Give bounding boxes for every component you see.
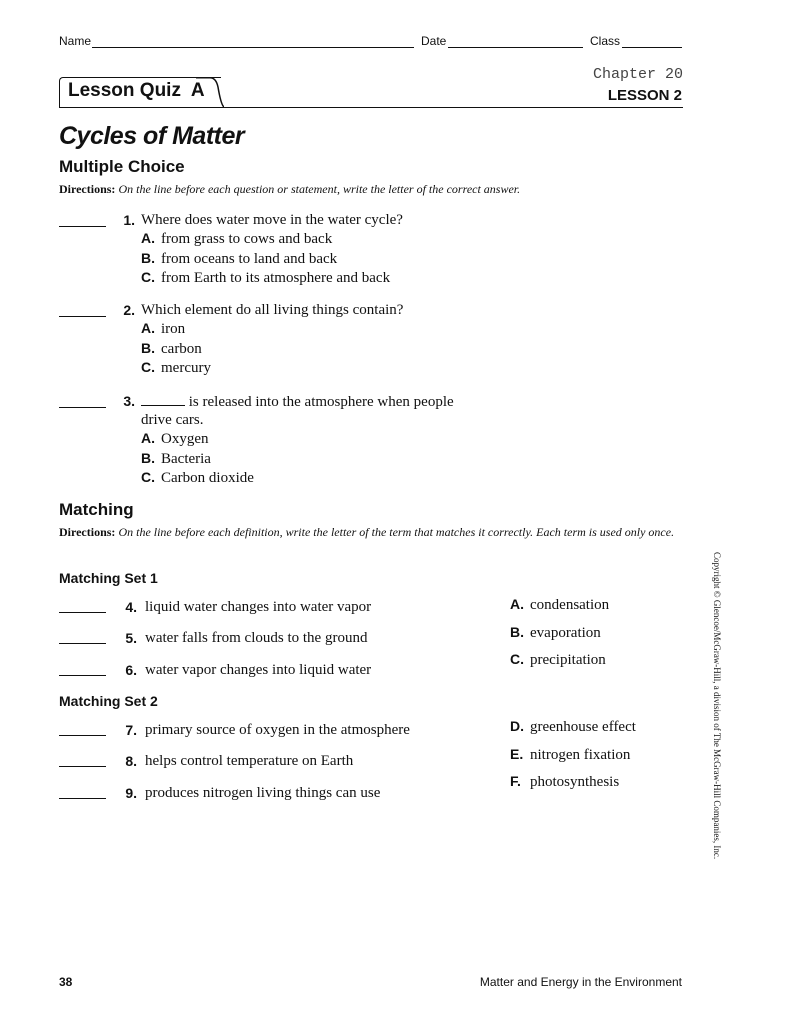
- option-text: Carbon dioxide: [161, 470, 254, 486]
- question-text-3: [141, 391, 454, 412]
- name-field[interactable]: [92, 35, 414, 48]
- date-label: Date: [421, 34, 447, 48]
- matching-directions: [59, 524, 683, 540]
- answer-blank-6[interactable]: [59, 675, 106, 676]
- matching-set-2-title: Matching Set 2: [59, 693, 158, 709]
- item-number-8: 8.: [125, 753, 137, 769]
- term-text: photosynthesis: [530, 774, 620, 790]
- name-label: Name: [59, 34, 92, 48]
- answer-blank-8[interactable]: [59, 766, 106, 767]
- term-text: condensation: [530, 597, 610, 613]
- term-letter: D.: [510, 718, 524, 734]
- option-text: iron: [161, 321, 186, 337]
- option-text: from oceans to land and back: [161, 251, 338, 267]
- option-letter: C.: [141, 359, 155, 375]
- option-letter: C.: [141, 269, 155, 285]
- option-text: Oxygen: [161, 431, 209, 447]
- term-e: [510, 746, 630, 764]
- option-letter: C.: [141, 469, 155, 485]
- option-2a: [141, 320, 185, 338]
- question-text-3-line1: is released into the atmosphere when people: [188, 394, 454, 410]
- option-letter: A.: [141, 320, 155, 336]
- answer-blank-1[interactable]: [59, 226, 106, 227]
- matching-heading: Matching: [59, 500, 134, 519]
- chapter-label: Chapter 20: [592, 66, 683, 83]
- term-d: [510, 718, 636, 736]
- question-number-3: 3.: [123, 393, 135, 409]
- option-3b: [141, 450, 211, 468]
- multiple-choice-directions: [59, 181, 683, 197]
- multiple-choice-heading: Multiple Choice: [59, 157, 185, 176]
- class-field[interactable]: [622, 35, 682, 48]
- option-3c: [141, 469, 254, 487]
- option-2b: [141, 340, 202, 358]
- option-1a: [141, 230, 332, 248]
- term-text: nitrogen fixation: [530, 747, 631, 763]
- item-text-8: helps control temperature on Earth: [145, 753, 354, 769]
- term-a: [510, 596, 609, 614]
- question-text-2: Which element do all living things contain?: [141, 302, 404, 318]
- question-number-2: 2.: [123, 302, 135, 318]
- item-number-5: 5.: [125, 630, 137, 646]
- option-1c: [141, 269, 390, 287]
- item-text-7: primary source of oxygen in the atmosphere: [145, 722, 410, 738]
- question-number-1: 1.: [123, 212, 135, 228]
- option-letter: B.: [141, 450, 155, 466]
- term-text: evaporation: [530, 625, 601, 641]
- directions-label: Directions:: [59, 182, 116, 196]
- term-b: [510, 624, 601, 642]
- answer-blank-5[interactable]: [59, 643, 106, 644]
- header-rule: [59, 107, 683, 108]
- term-letter: E.: [510, 746, 524, 762]
- option-text: mercury: [161, 360, 211, 376]
- option-letter: B.: [141, 340, 155, 356]
- directions-text: On the line before each definition, write the letter of the term that matches it correctly. Each term is used only once.: [118, 525, 675, 539]
- term-f: [510, 773, 619, 791]
- page-number: 38: [59, 975, 73, 989]
- question-text-3-line2: drive cars.: [141, 412, 204, 428]
- answer-blank-7[interactable]: [59, 735, 106, 736]
- directions-label: Directions:: [59, 525, 116, 539]
- term-text: precipitation: [530, 652, 606, 668]
- term-letter: A.: [510, 596, 524, 612]
- page-title: Cycles of Matter: [59, 122, 245, 150]
- item-number-9: 9.: [125, 785, 137, 801]
- fill-in-blank[interactable]: [141, 391, 185, 406]
- copyright-notice: Copyright © Glencoe/McGraw-Hill, a division of The McGraw-Hill Companies, Inc.: [712, 552, 722, 860]
- option-3a: [141, 430, 209, 448]
- term-letter: B.: [510, 624, 524, 640]
- quiz-title: Lesson Quiz A: [68, 80, 205, 101]
- item-text-9: produces nitrogen living things can use: [145, 785, 381, 801]
- option-1b: [141, 250, 337, 268]
- matching-set-1-title: Matching Set 1: [59, 570, 158, 586]
- answer-blank-4[interactable]: [59, 612, 106, 613]
- book-title: Matter and Energy in the Environment: [479, 975, 682, 989]
- option-text: Bacteria: [161, 451, 211, 467]
- item-number-4: 4.: [125, 599, 137, 615]
- answer-blank-9[interactable]: [59, 798, 106, 799]
- option-text: carbon: [161, 341, 202, 357]
- item-text-5: water falls from clouds to the ground: [145, 630, 368, 646]
- item-number-7: 7.: [125, 722, 137, 738]
- term-letter: F.: [510, 773, 521, 789]
- class-label: Class: [590, 34, 621, 48]
- term-letter: C.: [510, 651, 524, 667]
- answer-blank-3[interactable]: [59, 407, 106, 408]
- directions-text: On the line before each question or statement, write the letter of the correct answer.: [118, 182, 521, 196]
- option-letter: A.: [141, 230, 155, 246]
- term-c: [510, 651, 606, 669]
- answer-blank-2[interactable]: [59, 316, 106, 317]
- item-text-4: liquid water changes into water vapor: [145, 599, 372, 615]
- option-letter: A.: [141, 430, 155, 446]
- option-text: from grass to cows and back: [161, 231, 333, 247]
- option-2c: [141, 359, 211, 377]
- lesson-label: LESSON 2: [607, 87, 682, 104]
- item-text-6: water vapor changes into liquid water: [145, 662, 372, 678]
- item-number-6: 6.: [125, 662, 137, 678]
- question-text-1: Where does water move in the water cycle?: [141, 212, 403, 228]
- date-field[interactable]: [448, 35, 583, 48]
- option-letter: B.: [141, 250, 155, 266]
- term-text: greenhouse effect: [530, 719, 636, 735]
- option-text: from Earth to its atmosphere and back: [161, 270, 391, 286]
